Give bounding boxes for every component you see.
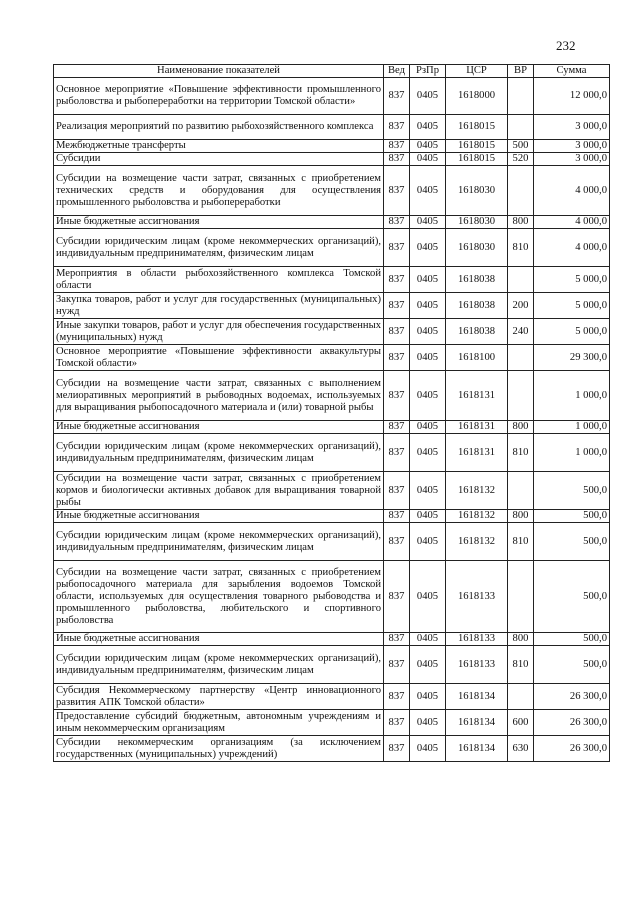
cell-name: Иные бюджетные ассигнования: [54, 633, 384, 646]
cell-sum: 5 000,0: [534, 293, 610, 319]
cell-name: Иные закупки товаров, работ и услуг для обеспечения государственных (муниципальных) нужд: [54, 319, 384, 345]
cell-csr: 1618134: [446, 684, 508, 710]
cell-name: Межбюджетные трансферты: [54, 140, 384, 153]
cell-ved: 837: [384, 371, 410, 421]
cell-ved: 837: [384, 293, 410, 319]
cell-rzpr: 0405: [410, 646, 446, 684]
table-row: [54, 561, 610, 633]
table-row: [54, 115, 610, 140]
table-row: [54, 319, 610, 345]
cell-vr: 800: [508, 633, 534, 646]
cell-rzpr: 0405: [410, 319, 446, 345]
table-row: [54, 510, 610, 523]
table-row: [54, 216, 610, 229]
cell-vr: 800: [508, 510, 534, 523]
table-row: [54, 140, 610, 153]
cell-csr: 1618030: [446, 229, 508, 267]
cell-sum: 26 300,0: [534, 684, 610, 710]
header-row: [54, 65, 610, 78]
cell-rzpr: 0405: [410, 78, 446, 115]
cell-name: Иные бюджетные ассигнования: [54, 421, 384, 434]
cell-ved: 837: [384, 472, 410, 510]
cell-name: Основное мероприятие «Повышение эффективности аквакультуры Томской области»: [54, 345, 384, 371]
table-row: [54, 371, 610, 421]
cell-name: Субсидии некоммерческим организациям (за исключением государственных (муниципальных) учреждений): [54, 736, 384, 762]
cell-rzpr: 0405: [410, 371, 446, 421]
cell-name: Основное мероприятие «Повышение эффективности промышленного рыболовства и рыбопереработки на территории Томской области»: [54, 78, 384, 115]
cell-csr: 1618015: [446, 153, 508, 166]
cell-csr: 1618100: [446, 345, 508, 371]
cell-vr: [508, 684, 534, 710]
table-row: [54, 684, 610, 710]
cell-csr: 1618132: [446, 523, 508, 561]
cell-name: Иные бюджетные ассигнования: [54, 216, 384, 229]
cell-rzpr: 0405: [410, 710, 446, 736]
cell-rzpr: 0405: [410, 345, 446, 371]
cell-sum: 1 000,0: [534, 371, 610, 421]
table-row: [54, 523, 610, 561]
header-csr: ЦСР: [446, 65, 508, 78]
cell-ved: 837: [384, 267, 410, 293]
cell-rzpr: 0405: [410, 472, 446, 510]
cell-ved: 837: [384, 523, 410, 561]
cell-name: Субсидии на возмещение части затрат, связанных с приобретением технических средств и оборудования для осуществления промышленного рыболовства и рыбопереработки: [54, 166, 384, 216]
table-row: [54, 633, 610, 646]
cell-csr: 1618132: [446, 510, 508, 523]
cell-csr: 1618030: [446, 166, 508, 216]
cell-ved: 837: [384, 216, 410, 229]
cell-vr: 630: [508, 736, 534, 762]
cell-name: Предоставление субсидий бюджетным, автономным учреждениям и иным некоммерческим организациям: [54, 710, 384, 736]
cell-rzpr: 0405: [410, 736, 446, 762]
cell-csr: 1618015: [446, 115, 508, 140]
cell-name: Мероприятия в области рыбохозяйственного комплекса Томской области: [54, 267, 384, 293]
cell-vr: [508, 345, 534, 371]
cell-sum: 500,0: [534, 561, 610, 633]
cell-name: Субсидии на возмещение части затрат, связанных с приобретением рыбопосадочного материала для зарыбления водоемов Томской области, используемых для осуществления товарного рыбоводства и промышленного рыболовства, любительского и спортивного рыболовства: [54, 561, 384, 633]
cell-rzpr: 0405: [410, 229, 446, 267]
cell-ved: 837: [384, 684, 410, 710]
cell-rzpr: 0405: [410, 115, 446, 140]
cell-vr: 810: [508, 434, 534, 472]
cell-sum: 5 000,0: [534, 267, 610, 293]
cell-vr: 500: [508, 140, 534, 153]
cell-csr: 1618134: [446, 736, 508, 762]
cell-sum: 3 000,0: [534, 115, 610, 140]
cell-sum: 3 000,0: [534, 140, 610, 153]
cell-ved: 837: [384, 319, 410, 345]
cell-sum: 4 000,0: [534, 216, 610, 229]
cell-vr: 810: [508, 523, 534, 561]
cell-csr: 1618038: [446, 319, 508, 345]
cell-name: Иные бюджетные ассигнования: [54, 510, 384, 523]
cell-sum: 26 300,0: [534, 710, 610, 736]
cell-csr: 1618131: [446, 371, 508, 421]
cell-csr: 1618131: [446, 421, 508, 434]
cell-ved: 837: [384, 421, 410, 434]
cell-csr: 1618133: [446, 646, 508, 684]
cell-rzpr: 0405: [410, 293, 446, 319]
cell-rzpr: 0405: [410, 166, 446, 216]
cell-name: Субсидии юридическим лицам (кроме некоммерческих организаций), индивидуальным предпринимателям, физическим лицам: [54, 229, 384, 267]
cell-ved: 837: [384, 510, 410, 523]
table-row: [54, 736, 610, 762]
cell-name: Субсидии юридическим лицам (кроме некоммерческих организаций), индивидуальным предпринимателям, физическим лицам: [54, 523, 384, 561]
cell-name: Субсидия Некоммерческому партнерству «Центр инновационного развития АПК Томской области»: [54, 684, 384, 710]
cell-ved: 837: [384, 345, 410, 371]
cell-csr: 1618038: [446, 293, 508, 319]
cell-name: Субсидии на возмещение части затрат, связанных с выполнением мелиоративных мероприятий в рыбоводных водоемах, используемых для выращивания рыбопосадочного материала и (или) товарной рыбы: [54, 371, 384, 421]
page-number: 232: [556, 38, 576, 53]
cell-name: Субсидии юридическим лицам (кроме некоммерческих организаций), индивидуальным предпринимателям, физическим лицам: [54, 646, 384, 684]
cell-sum: 500,0: [534, 472, 610, 510]
cell-name: Реализация мероприятий по развитию рыбохозяйственного комплекса: [54, 115, 384, 140]
cell-rzpr: 0405: [410, 153, 446, 166]
cell-name: Субсидии: [54, 153, 384, 166]
table-row: [54, 421, 610, 434]
cell-ved: 837: [384, 115, 410, 140]
cell-vr: 600: [508, 710, 534, 736]
cell-ved: 837: [384, 561, 410, 633]
cell-vr: [508, 371, 534, 421]
cell-sum: 3 000,0: [534, 153, 610, 166]
cell-vr: 810: [508, 229, 534, 267]
table-row: [54, 472, 610, 510]
cell-csr: 1618133: [446, 561, 508, 633]
table-header: [54, 65, 610, 78]
cell-rzpr: 0405: [410, 510, 446, 523]
cell-rzpr: 0405: [410, 523, 446, 561]
cell-vr: [508, 561, 534, 633]
cell-vr: [508, 472, 534, 510]
table-row: [54, 345, 610, 371]
header-vr: ВР: [508, 65, 534, 78]
table-row: [54, 434, 610, 472]
cell-csr: 1618015: [446, 140, 508, 153]
cell-rzpr: 0405: [410, 267, 446, 293]
cell-ved: 837: [384, 166, 410, 216]
table-body: [54, 78, 610, 762]
header-rzpr: РзПр: [410, 65, 446, 78]
header-sum: Сумма: [534, 65, 610, 78]
cell-ved: 837: [384, 78, 410, 115]
cell-ved: 837: [384, 229, 410, 267]
cell-rzpr: 0405: [410, 140, 446, 153]
cell-sum: 1 000,0: [534, 421, 610, 434]
cell-name: Субсидии юридическим лицам (кроме некоммерческих организаций), индивидуальным предпринимателям, физическим лицам: [54, 434, 384, 472]
table-row: [54, 166, 610, 216]
cell-ved: 837: [384, 710, 410, 736]
cell-sum: 1 000,0: [534, 434, 610, 472]
cell-csr: 1618131: [446, 434, 508, 472]
cell-vr: 520: [508, 153, 534, 166]
cell-ved: 837: [384, 646, 410, 684]
cell-rzpr: 0405: [410, 561, 446, 633]
cell-csr: 1618030: [446, 216, 508, 229]
cell-ved: 837: [384, 140, 410, 153]
cell-sum: 4 000,0: [534, 229, 610, 267]
cell-csr: 1618133: [446, 633, 508, 646]
table-row: [54, 153, 610, 166]
cell-csr: 1618132: [446, 472, 508, 510]
cell-sum: 500,0: [534, 523, 610, 561]
cell-csr: 1618134: [446, 710, 508, 736]
cell-rzpr: 0405: [410, 421, 446, 434]
cell-rzpr: 0405: [410, 684, 446, 710]
cell-csr: 1618038: [446, 267, 508, 293]
cell-vr: [508, 115, 534, 140]
cell-sum: 4 000,0: [534, 166, 610, 216]
cell-sum: 500,0: [534, 510, 610, 523]
cell-ved: 837: [384, 736, 410, 762]
table-row: [54, 646, 610, 684]
table-row: [54, 293, 610, 319]
cell-sum: 500,0: [534, 646, 610, 684]
cell-ved: 837: [384, 434, 410, 472]
cell-ved: 837: [384, 633, 410, 646]
cell-rzpr: 0405: [410, 633, 446, 646]
cell-sum: 26 300,0: [534, 736, 610, 762]
header-ved: Вед: [384, 65, 410, 78]
cell-vr: 800: [508, 421, 534, 434]
cell-ved: 837: [384, 153, 410, 166]
table-row: [54, 267, 610, 293]
cell-vr: 810: [508, 646, 534, 684]
cell-name: Закупка товаров, работ и услуг для государственных (муниципальных) нужд: [54, 293, 384, 319]
cell-vr: [508, 166, 534, 216]
cell-vr: [508, 78, 534, 115]
cell-sum: 12 000,0: [534, 78, 610, 115]
table-row: [54, 229, 610, 267]
cell-rzpr: 0405: [410, 434, 446, 472]
cell-name: Субсидии на возмещение части затрат, связанных с приобретением кормов и биологически активных добавок для выращивания товарной рыбы: [54, 472, 384, 510]
cell-sum: 29 300,0: [534, 345, 610, 371]
table-row: [54, 78, 610, 115]
cell-csr: 1618000: [446, 78, 508, 115]
header-name: Наименование показателей: [54, 65, 384, 78]
table-row: [54, 710, 610, 736]
cell-sum: 500,0: [534, 633, 610, 646]
cell-rzpr: 0405: [410, 216, 446, 229]
cell-vr: [508, 267, 534, 293]
budget-table: [53, 64, 610, 762]
cell-sum: 5 000,0: [534, 319, 610, 345]
cell-vr: 200: [508, 293, 534, 319]
cell-vr: 240: [508, 319, 534, 345]
cell-vr: 800: [508, 216, 534, 229]
